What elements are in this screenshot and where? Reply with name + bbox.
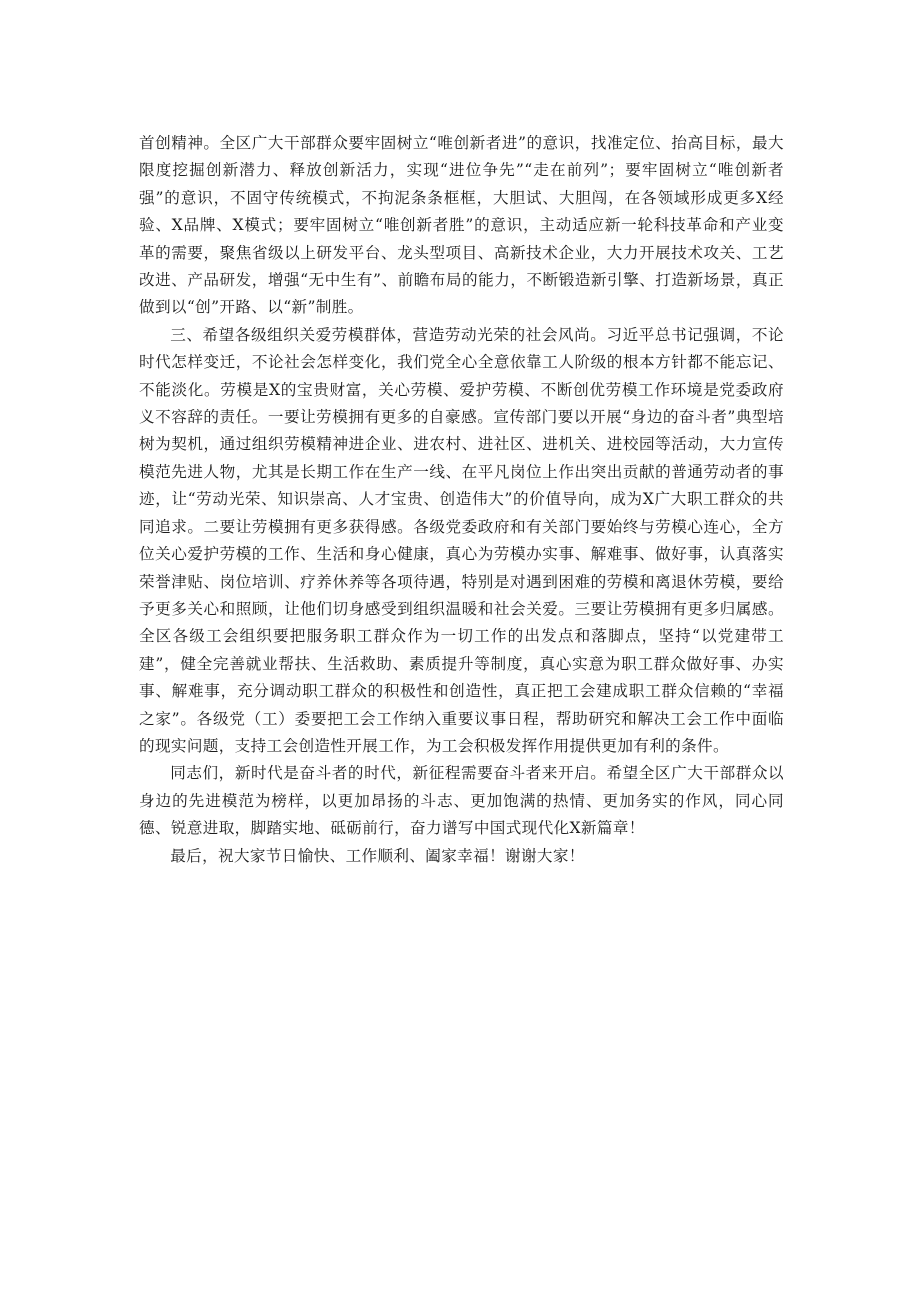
paragraph-final-greeting: 最后，祝大家节日愉快、工作顺利、阖家幸福！谢谢大家！ <box>170 846 585 865</box>
paragraph-closing-appeal: 同志们，新时代是奋斗者的时代，新征程需要奋斗者来开启。希望全区广大干部群众以身边的先进模范为榜样，以更加昂扬的斗志、更加饱满的热情、更加务实的作风，同心同德、锐意进取，脚踏实地、砥砺前行，奋力谱写中国式现代化X新篇章！ <box>139 764 784 838</box>
paragraph-continuation: 首创精神。全区广大干部群众要牢固树立“唯创新者进”的意识，找准定位、抬高目标，最大限度挖掘创新潜力、释放创新活力，实现“进位争先”“走在前列”；要牢固树立“唯创新者强”的意识，不固守传统模式，不拘泥条条框框，大胆试、大胆闯，在各领域形成更多X经验、X品牌、X模式；要牢固树立“唯创新者胜”的意识，主动适应新一轮科技革命和产业变革的需要，聚焦省级以上研发平台、龙头型项目、高新技术企业，大力开展技术攻关、工艺改进、产品研发，增强“无中生有”、前瞻布局的能力，不断锻造新引擎、打造新场景，真正做到以“创”开路、以“新”制胜。 <box>139 134 784 317</box>
paragraph-section-three: 三、希望各级组织关爱劳模群体，营造劳动光荣的社会风尚。习近平总书记强调，不论时代怎样变迁，不论社会怎样变化，我们党全心全意依靠工人阶级的根本方针都不能忘记、不能淡化。劳模是X的宝贵财富，关心劳模、爱护劳模、不断创优劳模工作环境是党委政府义不容辞的责任。一要让劳模拥有更多的自豪感。宣传部门要以开展“身边的奋斗者”典型培树为契机，通过组织劳模精神进企业、进农村、进社区、进机关、进校园等活动，大力宣传模范先进人物，尤其是长期工作在生产一线、在平凡岗位上作出突出贡献的普通劳动者的事迹，让“劳动光荣、知识崇高、人才宝贵、创造伟大”的价值导向，成为X广大职工群众的共同追求。二要让劳模拥有更多获得感。各级党委政府和有关部门要始终与劳模心连心，全方位关心爱护劳模的工作、生活和身心健康，真心为劳模办实事、解难事、做好事，认真落实荣誉津贴、岗位培训、疗养休养等各项待遇，特别是对遇到困难的劳模和离退休劳模，要给予更多关心和照顾，让他们切身感受到组织温暖和社会关爱。三要让劳模拥有更多归属感。全区各级工会组织要把服务职工群众作为一切工作的出发点和落脚点，坚持“以党建带工建”，健全完善就业帮扶、生活救助、素质提升等制度，真心实意为职工群众做好事、办实事、解难事，充分调动职工群众的积极性和创造性，真正把工会建成职工群众信赖的“幸福之家”。各级党（工）委要把工会工作纳入重要议事日程，帮助研究和解决工会工作中面临的现实问题，支持工会创造性开展工作，为工会积极发挥作用提供更加有利的条件。 <box>139 325 784 755</box>
document-body <box>139 130 784 870</box>
